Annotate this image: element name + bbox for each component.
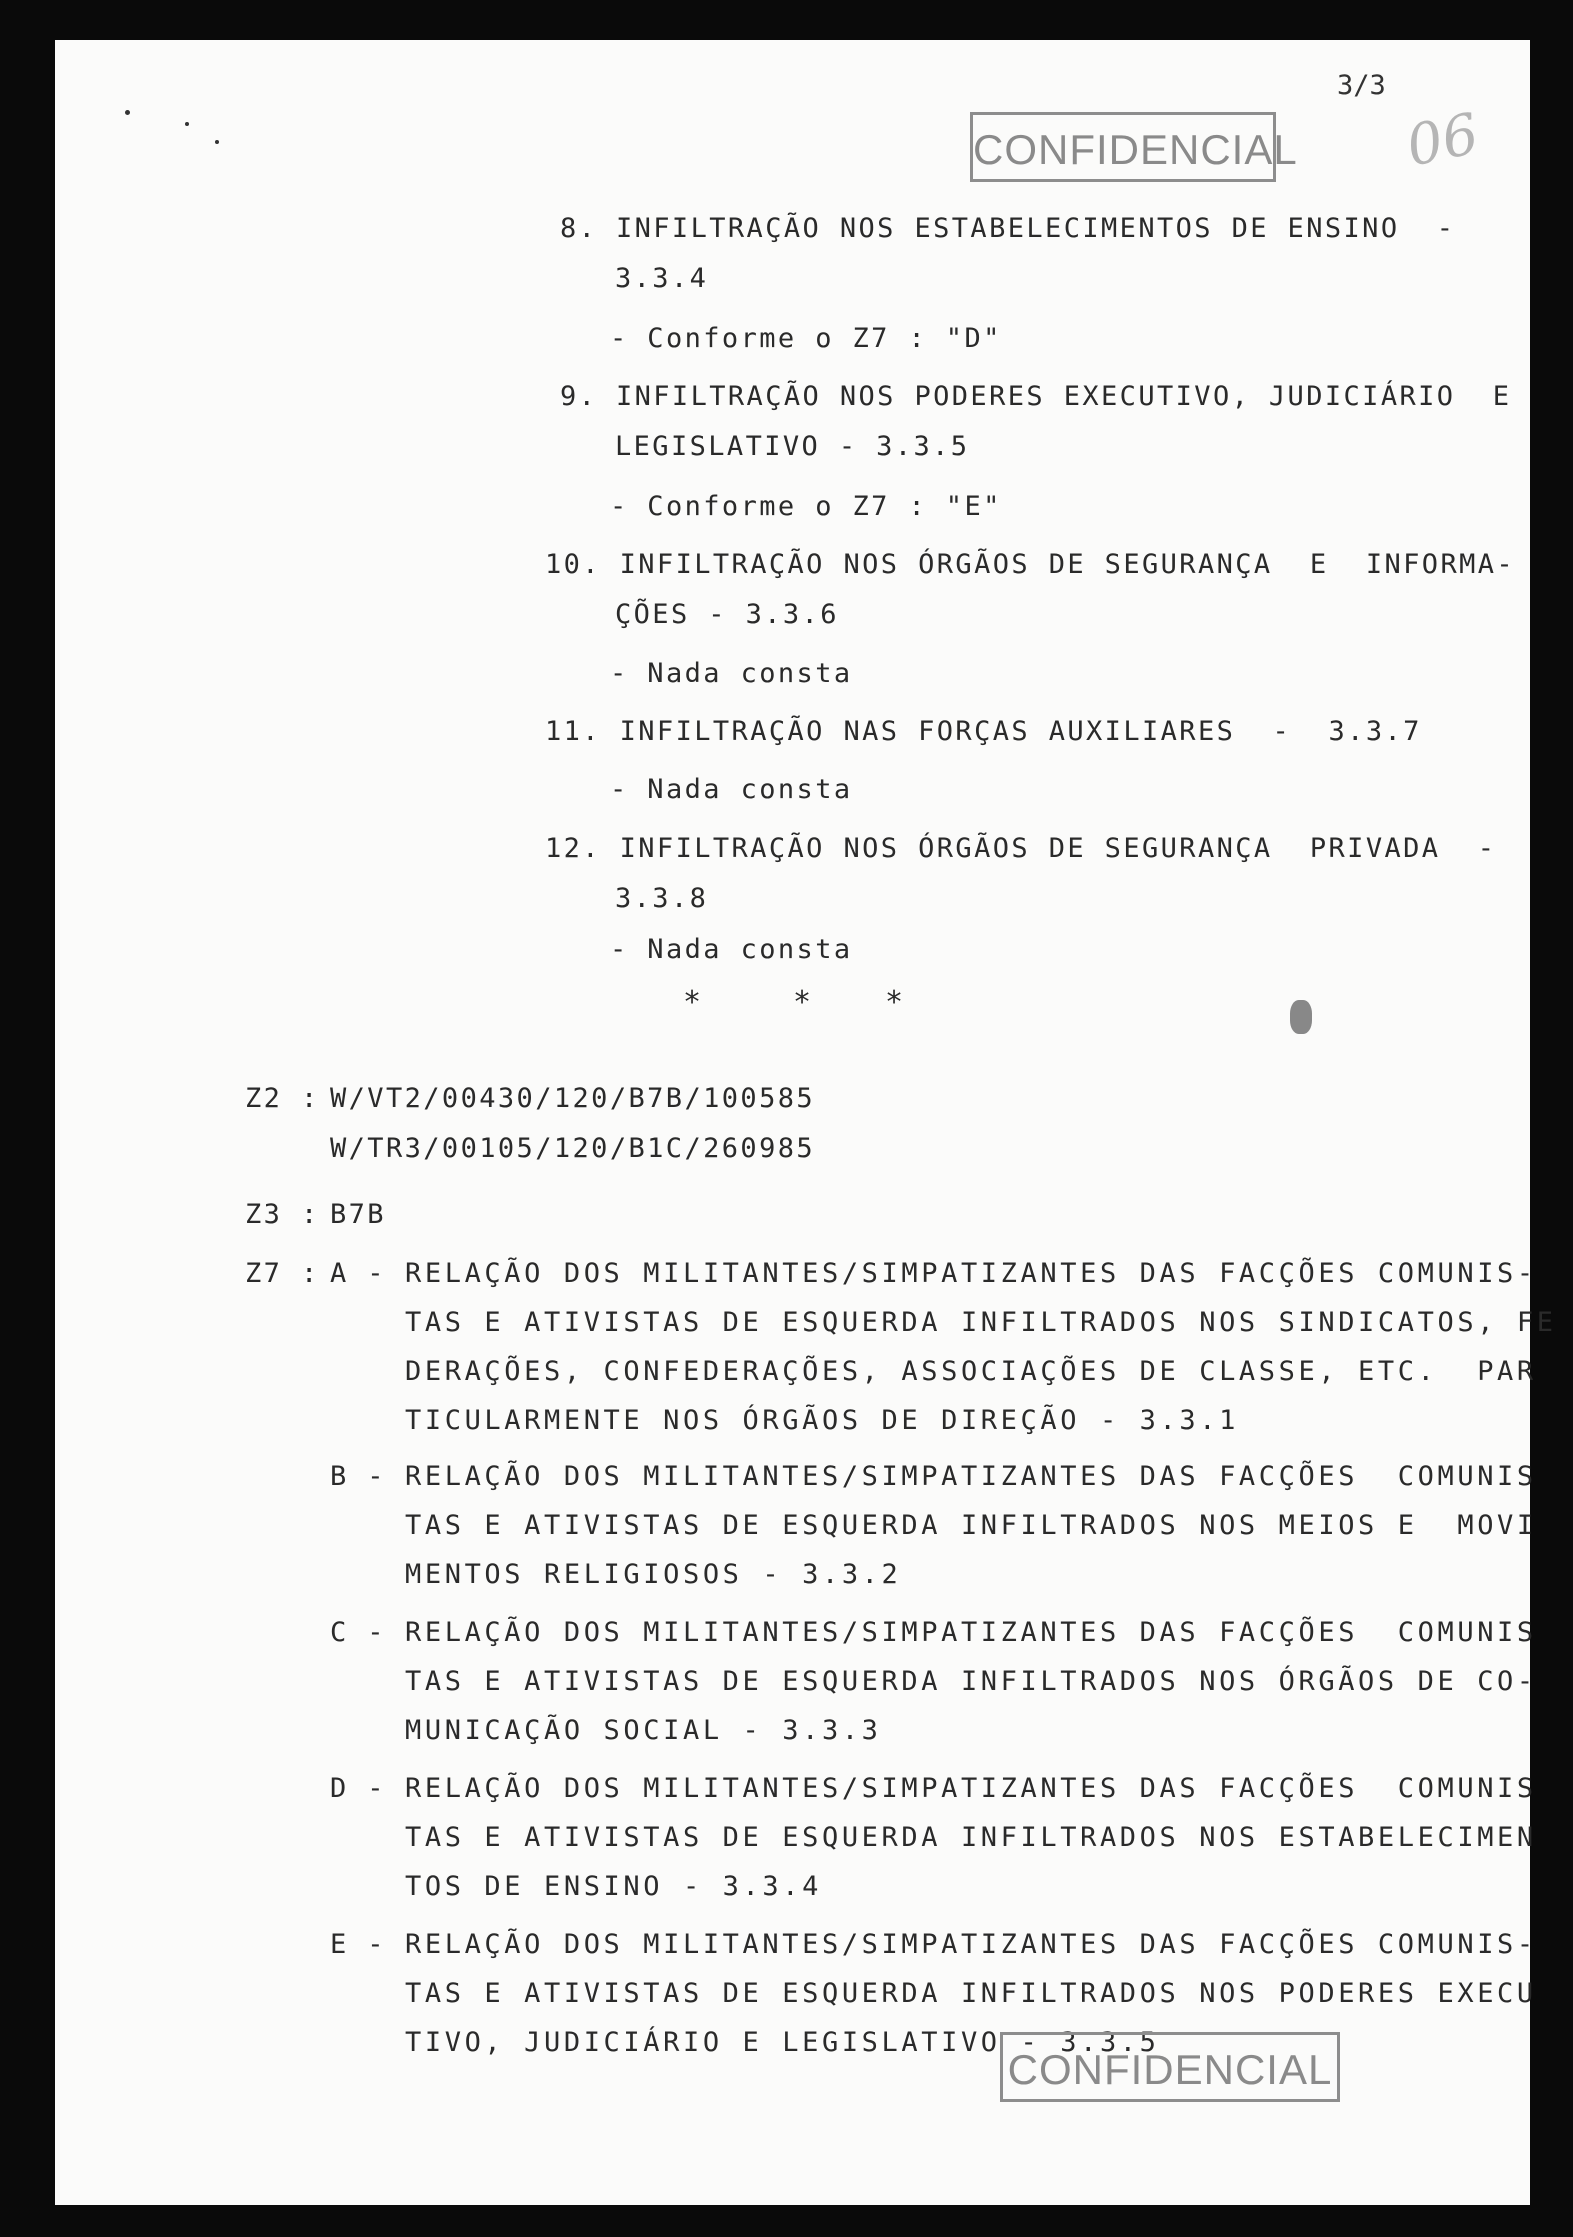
z3-label: Z3 : bbox=[245, 1199, 320, 1230]
z7-entry-c-line: RELAÇÃO DOS MILITANTES/SIMPATIZANTES DAS FACÇÕES COMUNIS bbox=[405, 1617, 1537, 1648]
z7-entry-letter: E - bbox=[330, 1929, 386, 1960]
item-10-note: - Nada consta bbox=[610, 658, 853, 689]
item-12-heading-cont: 3.3.8 bbox=[615, 883, 709, 914]
z3-value: B7B bbox=[330, 1199, 386, 1230]
item-11-heading: 11. INFILTRAÇÃO NAS FORÇAS AUXILIARES - 3.3.7 bbox=[545, 716, 1422, 747]
z7-entry-b-line: TAS E ATIVISTAS DE ESQUERDA INFILTRADOS NOS MEIOS E MOVI bbox=[405, 1510, 1537, 1541]
scan-speck bbox=[125, 110, 130, 115]
document-page bbox=[55, 40, 1557, 2205]
separator-star: * bbox=[885, 985, 904, 1020]
z7-entry-e-line: RELAÇÃO DOS MILITANTES/SIMPATIZANTES DAS FACÇÕES COMUNIS- bbox=[405, 1929, 1537, 1960]
z7-entry-d-line: RELAÇÃO DOS MILITANTES/SIMPATIZANTES DAS FACÇÕES COMUNIS bbox=[405, 1773, 1537, 1804]
z7-entry-b-line: RELAÇÃO DOS MILITANTES/SIMPATIZANTES DAS FACÇÕES COMUNIS bbox=[405, 1461, 1537, 1492]
z7-entry-a-line: DERAÇÕES, CONFEDERAÇÕES, ASSOCIAÇÕES DE CLASSE, ETC. PAR bbox=[405, 1356, 1537, 1387]
separator-star: * bbox=[793, 985, 812, 1020]
item-9-note: - Conforme o Z7 : "E" bbox=[610, 491, 1002, 522]
item-11-note: - Nada consta bbox=[610, 774, 853, 805]
z7-entry-c-line: MUNICAÇÃO SOCIAL - 3.3.3 bbox=[405, 1715, 882, 1746]
z7-entry-e-line: TAS E ATIVISTAS DE ESQUERDA INFILTRADOS NOS PODERES EXECU bbox=[405, 1978, 1537, 2009]
handwritten-page-mark: 06 bbox=[1401, 101, 1485, 180]
scan-speck bbox=[1290, 1000, 1312, 1034]
z7-entry-d-line: TAS E ATIVISTAS DE ESQUERDA INFILTRADOS NOS ESTABELECIMEN bbox=[405, 1822, 1537, 1853]
scan-speck bbox=[185, 122, 189, 126]
item-8-note: - Conforme o Z7 : "D" bbox=[610, 323, 1002, 354]
z7-entry-b-line: MENTOS RELIGIOSOS - 3.3.2 bbox=[405, 1559, 902, 1590]
z7-entry-letter: B - bbox=[330, 1461, 386, 1492]
separator-star: * bbox=[683, 985, 702, 1020]
item-9-heading: 9. INFILTRAÇÃO NOS PODERES EXECUTIVO, JUDICIÁRIO E bbox=[560, 381, 1512, 412]
z7-entry-e-line: TIVO, JUDICIÁRIO E LEGISLATIVO - 3.3.5 bbox=[405, 2027, 1160, 2058]
item-8-heading-cont: 3.3.4 bbox=[615, 263, 709, 294]
item-12-heading: 12. INFILTRAÇÃO NOS ÓRGÃOS DE SEGURANÇA PRIVADA - bbox=[545, 833, 1497, 864]
z7-entry-letter: C - bbox=[330, 1617, 386, 1648]
item-8-heading: 8. INFILTRAÇÃO NOS ESTABELECIMENTOS DE ENSINO - bbox=[560, 213, 1456, 244]
z2-reference-2: W/TR3/00105/120/B1C/260985 bbox=[330, 1133, 816, 1164]
item-10-heading-cont: ÇÕES - 3.3.6 bbox=[615, 599, 839, 630]
z2-label: Z2 : bbox=[245, 1083, 320, 1114]
item-12-note: - Nada consta bbox=[610, 934, 853, 965]
confidential-stamp-top: CONFIDENCIAL bbox=[970, 112, 1276, 182]
z7-entry-a-line: RELAÇÃO DOS MILITANTES/SIMPATIZANTES DAS FACÇÕES COMUNIS- bbox=[405, 1258, 1537, 1289]
item-9-heading-cont: LEGISLATIVO - 3.3.5 bbox=[615, 431, 970, 462]
z7-entry-a-line: TICULARMENTE NOS ÓRGÃOS DE DIREÇÃO - 3.3.1 bbox=[405, 1405, 1239, 1436]
item-10-heading: 10. INFILTRAÇÃO NOS ÓRGÃOS DE SEGURANÇA E INFORMA- bbox=[545, 549, 1516, 580]
confidential-stamp-bottom: CONFIDENCIAL bbox=[1000, 2032, 1340, 2102]
scan-speck bbox=[215, 140, 219, 144]
z7-label: Z7 : bbox=[245, 1258, 320, 1289]
z7-entry-letter: A - bbox=[330, 1258, 386, 1289]
z7-entry-c-line: TAS E ATIVISTAS DE ESQUERDA INFILTRADOS NOS ÓRGÃOS DE CO- bbox=[405, 1666, 1537, 1697]
z2-reference-1: W/VT2/00430/120/B7B/100585 bbox=[330, 1083, 816, 1114]
z7-entry-letter: D - bbox=[330, 1773, 386, 1804]
z7-entry-a-line: TAS E ATIVISTAS DE ESQUERDA INFILTRADOS NOS SINDICATOS, FE bbox=[405, 1307, 1557, 1338]
z7-entry-d-line: TOS DE ENSINO - 3.3.4 bbox=[405, 1871, 822, 1902]
page-number: 3/3 bbox=[1337, 70, 1386, 101]
